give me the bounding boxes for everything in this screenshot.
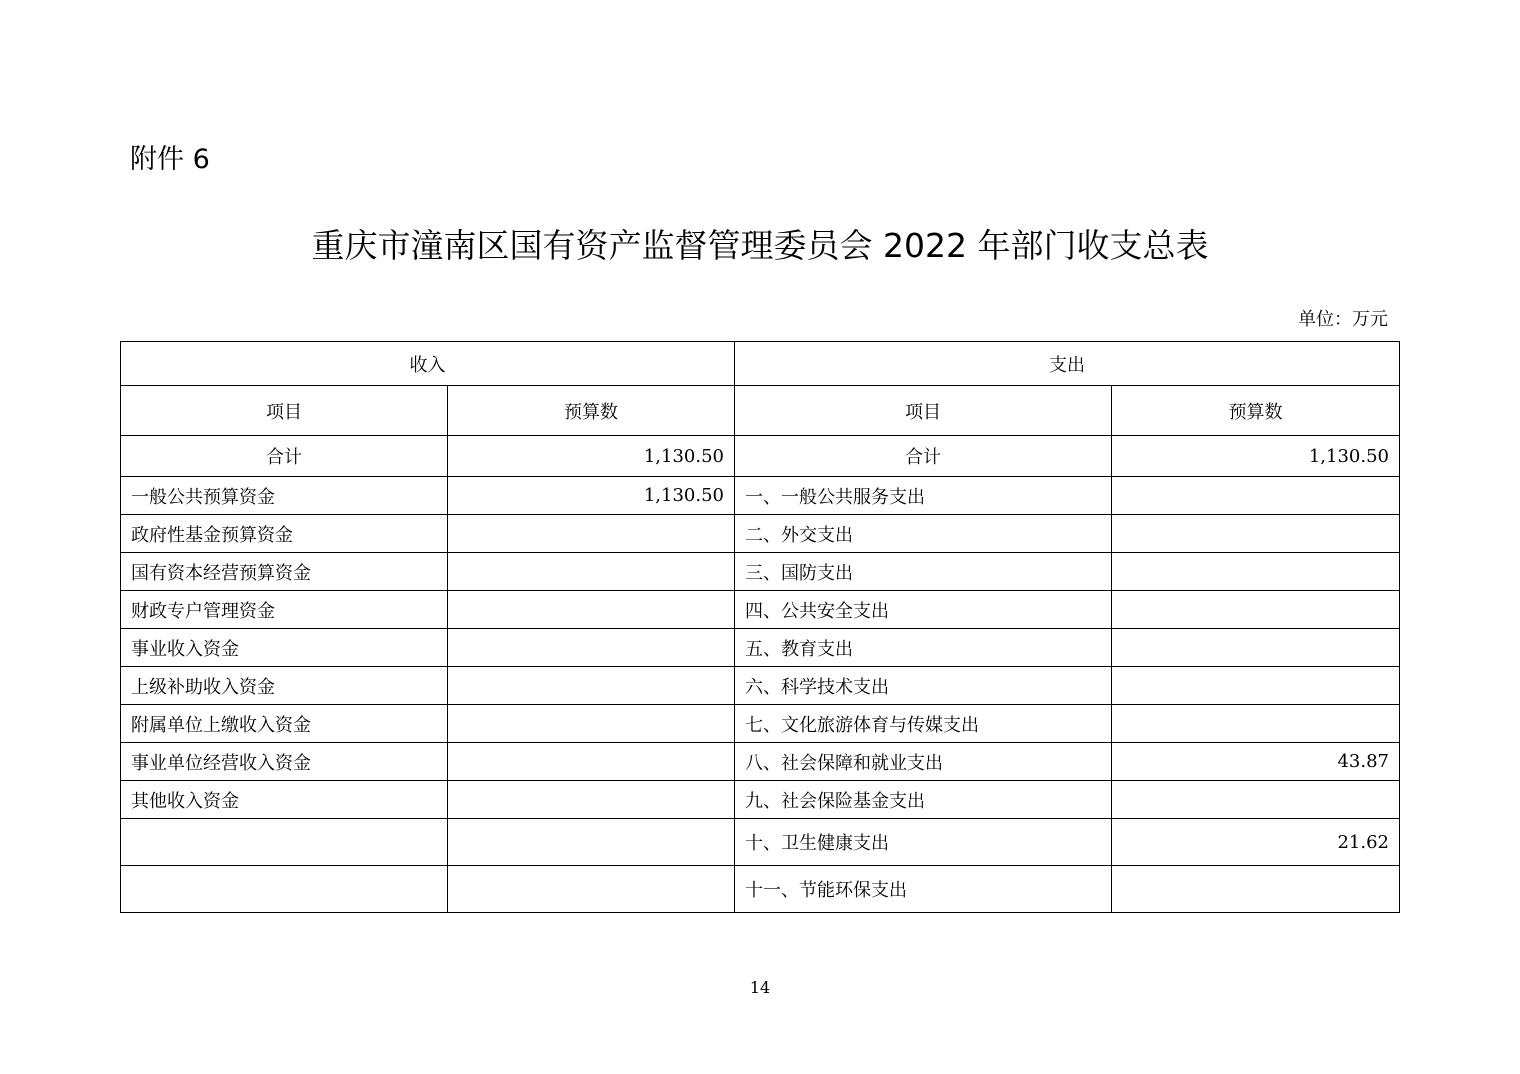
income-item-cell: 事业收入资金 — [121, 629, 448, 667]
income-item-cell — [121, 866, 448, 913]
income-value-cell — [448, 866, 735, 913]
table-row — [121, 743, 1400, 781]
expense-item-cell: 四、公共安全支出 — [735, 591, 1112, 629]
table-row — [121, 515, 1400, 553]
income-value-cell — [448, 743, 735, 781]
expense-section-header: 支出 — [735, 342, 1400, 386]
table-row — [121, 553, 1400, 591]
income-value-cell — [448, 591, 735, 629]
income-item-cell: 一般公共预算资金 — [121, 477, 448, 515]
income-value-cell — [448, 515, 735, 553]
table-row — [121, 705, 1400, 743]
expense-item-cell: 一、一般公共服务支出 — [735, 477, 1112, 515]
expense-item-cell: 二、外交支出 — [735, 515, 1112, 553]
table-row — [121, 667, 1400, 705]
income-item-cell: 政府性基金预算资金 — [121, 515, 448, 553]
income-item-cell: 上级补助收入资金 — [121, 667, 448, 705]
income-item-cell: 国有资本经营预算资金 — [121, 553, 448, 591]
budget-summary-table — [120, 341, 1400, 913]
income-item-cell: 事业单位经营收入资金 — [121, 743, 448, 781]
expense-value-cell — [1112, 781, 1400, 819]
expense-total-label: 合计 — [735, 436, 1112, 477]
income-value-cell — [448, 667, 735, 705]
table-row — [121, 591, 1400, 629]
expense-budget-header: 预算数 — [1112, 386, 1400, 436]
expense-value-cell: 21.62 — [1112, 819, 1400, 866]
income-value-cell — [448, 553, 735, 591]
expense-item-cell: 七、文化旅游体育与传媒支出 — [735, 705, 1112, 743]
expense-value-cell — [1112, 629, 1400, 667]
income-budget-header: 预算数 — [448, 386, 735, 436]
expense-item-cell: 九、社会保险基金支出 — [735, 781, 1112, 819]
expense-value-cell: 43.87 — [1112, 743, 1400, 781]
income-value-cell — [448, 629, 735, 667]
table-row — [121, 477, 1400, 515]
expense-value-cell — [1112, 667, 1400, 705]
expense-total-value: 1,130.50 — [1112, 436, 1400, 477]
expense-item-cell: 三、国防支出 — [735, 553, 1112, 591]
total-row — [121, 436, 1400, 477]
attachment-label: 附件 6 — [130, 144, 210, 175]
table-row — [121, 819, 1400, 866]
column-header-row — [121, 386, 1400, 436]
expense-item-cell: 十、卫生健康支出 — [735, 819, 1112, 866]
income-value-cell: 1,130.50 — [448, 477, 735, 515]
expense-value-cell — [1112, 866, 1400, 913]
unit-label: 单位：万元 — [1298, 309, 1388, 330]
income-item-cell — [121, 819, 448, 866]
document-title: 重庆市潼南区国有资产监督管理委员会 2022 年部门收支总表 — [311, 226, 1209, 265]
expense-item-cell: 八、社会保障和就业支出 — [735, 743, 1112, 781]
table-row — [121, 629, 1400, 667]
section-header-row — [121, 342, 1400, 386]
table-row — [121, 781, 1400, 819]
expense-value-cell — [1112, 553, 1400, 591]
expense-item-cell: 五、教育支出 — [735, 629, 1112, 667]
income-value-cell — [448, 705, 735, 743]
expense-item-cell: 六、科学技术支出 — [735, 667, 1112, 705]
income-total-label: 合计 — [121, 436, 448, 477]
income-value-cell — [448, 819, 735, 866]
table-row — [121, 866, 1400, 913]
expense-value-cell — [1112, 515, 1400, 553]
expense-value-cell — [1112, 705, 1400, 743]
page-number: 14 — [749, 978, 771, 997]
income-value-cell — [448, 781, 735, 819]
expense-value-cell — [1112, 591, 1400, 629]
expense-item-header: 项目 — [735, 386, 1112, 436]
income-item-cell: 其他收入资金 — [121, 781, 448, 819]
income-item-cell: 财政专户管理资金 — [121, 591, 448, 629]
income-section-header: 收入 — [121, 342, 735, 386]
expense-item-cell: 十一、节能环保支出 — [735, 866, 1112, 913]
income-item-header: 项目 — [121, 386, 448, 436]
income-item-cell: 附属单位上缴收入资金 — [121, 705, 448, 743]
income-total-value: 1,130.50 — [448, 436, 735, 477]
expense-value-cell — [1112, 477, 1400, 515]
